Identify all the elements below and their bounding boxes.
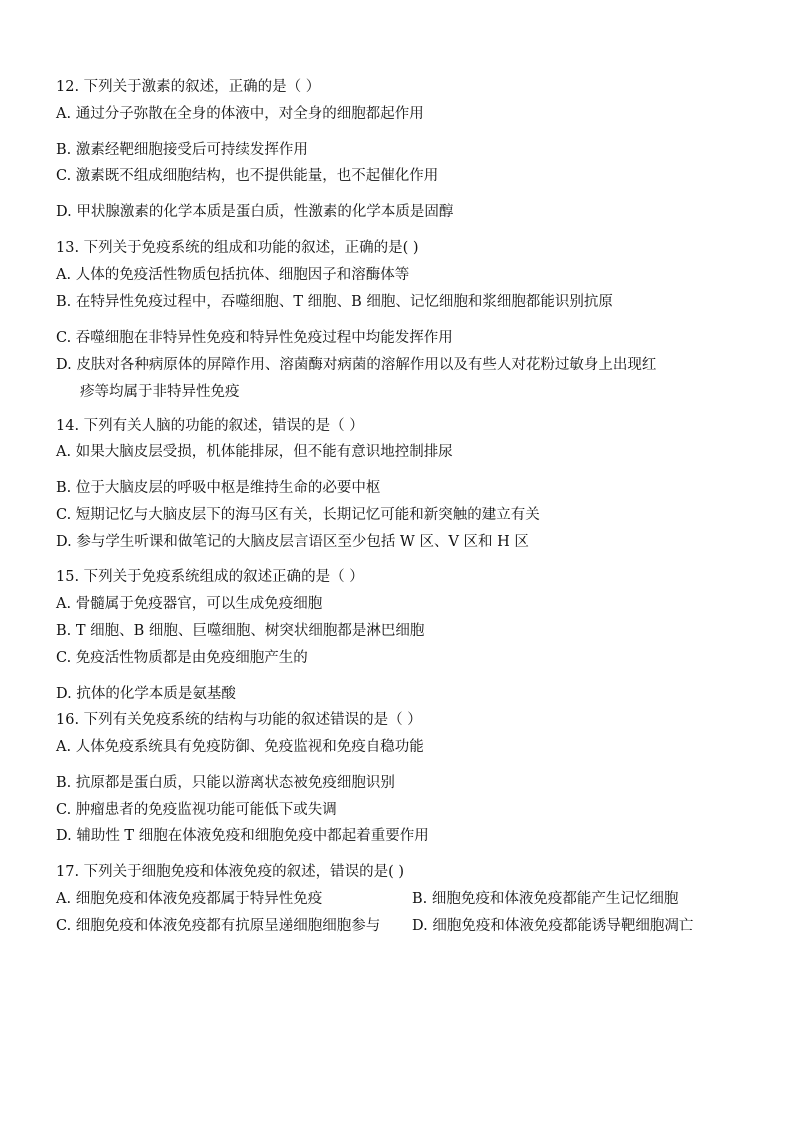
question-15-option-b: B. T 细胞、B 细胞、巨噬细胞、树突状细胞都是淋巴细胞 xyxy=(56,623,425,639)
question-13-stem: 13. 下列关于免疫系统的组成和功能的叙述，正确的是( ) xyxy=(56,240,419,256)
question-16-option-c: C. 肿瘤患者的免疫监视功能可能低下或失调 xyxy=(56,802,337,818)
question-14-option-d: D. 参与学生听课和做笔记的大脑皮层言语区至少包括 W 区、V 区和 H 区 xyxy=(56,534,529,550)
question-15-stem: 15. 下列关于免疫系统组成的叙述正确的是（ ） xyxy=(56,569,364,585)
question-13-option-d: D. 皮肤对各种病原体的屏障作用、溶菌酶对病菌的溶解作用以及有些人对花粉过敏身上出现红 xyxy=(56,357,657,373)
question-13-option-b: B. 在特异性免疫过程中，吞噬细胞、T 细胞、B 细胞、记忆细胞和浆细胞都能识别抗原 xyxy=(56,294,613,310)
question-15-option-d: D. 抗体的化学本质是氨基酸 xyxy=(56,686,236,702)
question-12-option-d: D. 甲状腺激素的化学本质是蛋白质，性激素的化学本质是固醇 xyxy=(56,204,454,220)
question-16-option-a: A. 人体免疫系统具有免疫防御、免疫监视和免疫自稳功能 xyxy=(56,739,424,755)
question-14-option-b: B. 位于大脑皮层的呼吸中枢是维持生命的必要中枢 xyxy=(56,480,381,496)
question-12-stem: 12. 下列关于激素的叙述，正确的是（ ） xyxy=(56,79,321,95)
question-17-option-a: A. 细胞免疫和体液免疫都属于特异性免疫 xyxy=(56,891,323,907)
question-12-option-b: B. 激素经靶细胞接受后可持续发挥作用 xyxy=(56,142,308,158)
question-14-option-a: A. 如果大脑皮层受损，机体能排尿，但不能有意识地控制排尿 xyxy=(56,444,453,460)
question-15-option-c: C. 免疫活性物质都是由免疫细胞产生的 xyxy=(56,650,308,666)
question-13-option-a: A. 人体的免疫活性物质包括抗体、细胞因子和溶酶体等 xyxy=(56,267,410,283)
question-17-option-d: D. 细胞免疫和体液免疫都能诱导靶细胞凋亡 xyxy=(412,918,694,934)
question-16-option-b: B. 抗原都是蛋白质，只能以游离状态被免疫细胞识别 xyxy=(56,775,395,791)
question-13-option-d-continuation: 疹等均属于非特异性免疫 xyxy=(80,384,240,400)
question-16-stem: 16. 下列有关免疫系统的结构与功能的叙述错误的是（ ） xyxy=(56,712,422,728)
question-14-stem: 14. 下列有关人脑的功能的叙述，错误的是（ ） xyxy=(56,418,364,434)
question-14-option-c: C. 短期记忆与大脑皮层下的海马区有关，长期记忆可能和新突触的建立有关 xyxy=(56,507,540,523)
question-17-stem: 17. 下列关于细胞免疫和体液免疫的叙述，错误的是( ) xyxy=(56,864,405,880)
question-17-option-b: B. 细胞免疫和体液免疫都能产生记忆细胞 xyxy=(412,891,679,907)
question-13-option-c: C. 吞噬细胞在非特异性免疫和特异性免疫过程中均能发挥作用 xyxy=(56,330,453,346)
question-12-option-c: C. 激素既不组成细胞结构，也不提供能量，也不起催化作用 xyxy=(56,168,439,184)
question-16-option-d: D. 辅助性 T 细胞在体液免疫和细胞免疫中都起着重要作用 xyxy=(56,828,429,844)
question-17-option-c: C. 细胞免疫和体液免疫都有抗原呈递细胞细胞参与 xyxy=(56,918,381,934)
question-15-option-a: A. 骨髓属于免疫器官，可以生成免疫细胞 xyxy=(56,596,323,612)
question-12-option-a: A. 通过分子弥散在全身的体液中，对全身的细胞都起作用 xyxy=(56,106,424,122)
